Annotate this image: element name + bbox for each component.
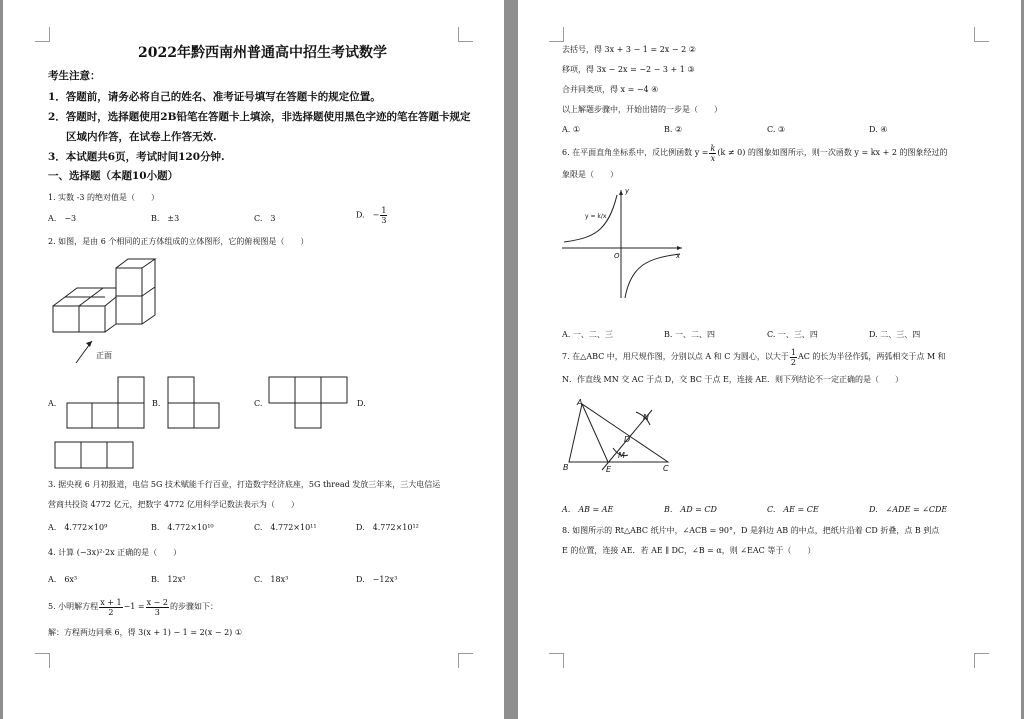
cube-edges [53, 288, 116, 306]
q2-stem: 2. 如图，是由 6 个相同的正方体组成的立体图形，它的俯视图是（ ） [48, 237, 309, 246]
q3-option-b: B. 4.772×10¹⁰ [151, 523, 214, 532]
point-c-label: C [663, 464, 669, 473]
q1-option-b: B. ±3 [151, 214, 180, 223]
page-right [518, 0, 1021, 719]
q3-option-d: D. 4.772×10¹² [356, 523, 419, 532]
q3-stem-line1: 3. 据央视 6 月初报道，电信 5G 技术赋能千行百业，打造数字经济底座，5G thread 发放三年来，三大电信运 [48, 480, 441, 489]
cube-face [79, 306, 105, 332]
q2-view-c [269, 377, 347, 428]
notice-line: 3．本试题共6页，考试时间120分钟. [48, 151, 225, 163]
doc-title: 2022年黔西南州普通高中招生考试数学 [138, 45, 387, 61]
q7-stem-line1: 7. 在△ABC 中，用尺规作图，分别以点 A 和 C 为圆心，以大于 $\frac{1}{2}$ AC 的长为半径作弧，两弧相交于点 M 和 [562, 347, 946, 367]
q1-stem: 1. 实数 -3 的绝对值是（ ） [48, 193, 160, 202]
q7-option-b: B. AD = CD [664, 505, 717, 514]
front-label: 正面 [96, 351, 112, 360]
q5-option-b: B. ② [664, 125, 683, 134]
q2-option-a: A. [48, 399, 57, 408]
q2-option-b: B. [152, 399, 161, 408]
q5-stem: 5. 小明解方程 $\frac{x + 1}{2}$ −1 = $\frac{x - 2}{3}$ 的步骤如下： [48, 597, 219, 617]
q7-option-c: C. AE = CE [767, 505, 819, 514]
section-heading: 一、选择题（本题10小题） [48, 170, 179, 182]
q5-step-3: 移项，得 3x − 2x = −2 − 3 + 1 ③ [562, 65, 695, 74]
q2-view-a [67, 377, 144, 428]
q5-question: 以上解题步骤中，开始出错的一步是（ ） [562, 105, 722, 114]
page-left [3, 0, 504, 719]
cube-edges [116, 259, 155, 324]
cube-face [116, 268, 142, 296]
q4-option-b: B. 12x³ [151, 575, 186, 584]
q2-view-b [168, 377, 219, 428]
q2-option-c: C. [254, 399, 263, 408]
q7-figure [518, 0, 1021, 719]
cube-edges [105, 306, 116, 332]
notice-line: 2．答题时，选择题使用2B铅笔在答题卡上填涂，非选择题使用黑色字迹的笔在答题卡规定 [48, 111, 471, 123]
point-e-label: E [606, 465, 612, 474]
notice-title: 考生注意： [48, 70, 101, 82]
q6-option-b: B. 一、二、四 [664, 330, 715, 339]
y-axis-label: y [625, 187, 630, 195]
q3-option-c: C. 4.772×10¹¹ [254, 523, 317, 532]
q6-stem-line2: 象限是（ ） [562, 170, 618, 179]
q4-option-d: D. −12x³ [356, 575, 398, 584]
q7-stem-line2: N．作直线 MN 交 AC 于点 D，交 BC 于点 E，连接 AE．则下列结论不一定正确的是（ ） [562, 375, 903, 384]
q4-option-a: A. 6x³ [48, 575, 78, 584]
point-n-label: N [643, 413, 649, 422]
q4-stem: 4. 计算 (−3x)²·2x 正确的是（ ） [48, 548, 182, 557]
q5-option-a: A. ① [562, 125, 581, 134]
q4-option-c: C. 18x³ [254, 575, 289, 584]
q1-option-d: D. − $\frac{1}{3}$ [356, 206, 387, 225]
point-a-label: A [577, 398, 583, 407]
q3-option-a: A. 4.772×10⁹ [48, 523, 108, 532]
q5-step-4: 合并同类项，得 x = −4 ④ [562, 85, 659, 94]
q2-view-d [55, 442, 133, 468]
origin-label: O [614, 252, 620, 260]
q5-option-d: D. ④ [869, 125, 888, 134]
point-b-label: B [563, 463, 569, 472]
cube-face [53, 306, 79, 332]
cube-face [116, 296, 142, 324]
q8-stem-line1: 8. 如图所示的 Rt△ABC 纸片中，∠ACB = 90°，D 是斜边 AB 的中点，把纸片沿着 CD 折叠，点 B 到点 [562, 526, 940, 535]
q2-option-d: D. [357, 399, 366, 408]
q5-step-1: 解：方程两边同乘 6，得 3(x + 1) − 1 = 2(x − 2) ① [48, 628, 243, 637]
point-m-label: M [618, 451, 625, 460]
q1-option-c: C. 3 [254, 214, 276, 223]
q5-step-2: 去括号，得 3x + 3 − 1 = 2x − 2 ② [562, 45, 696, 54]
q6-option-c: C. 一、三、四 [767, 330, 818, 339]
q6-option-d: D. 二、三、四 [869, 330, 921, 339]
q8-stem-line2: E 的位置，连接 AE．若 AE ∥ DC，∠B = α，则 ∠EAC 等于（ ） [562, 546, 816, 555]
q7-option-a: A. AB = AE [562, 505, 614, 514]
q6-stem-line1: 6. 在平面直角坐标系中，反比例函数 y = $\frac{k}{x}$ (k ≠ 0) 的图象如图所示，则一次函数 y = kx + 2 的图象经过的 [562, 143, 948, 163]
front-arrow-head [86, 341, 92, 347]
q5-option-c: C. ③ [767, 125, 786, 134]
x-axis-label: x [676, 252, 681, 260]
q1-option-a: A. −3 [48, 214, 77, 223]
notice-line: 1．答题前，请务必将自己的姓名、准考证号填写在答题卡的规定位置。 [48, 91, 381, 103]
curve-label: y = k/x [585, 213, 607, 220]
q3-stem-line2: 营商共投资 4772 亿元，把数字 4772 亿用科学记数法表示为（ ） [48, 500, 299, 509]
q7-option-d: D. ∠ADE = ∠CDE [869, 505, 948, 514]
q6-option-a: A. 一、二、三 [562, 330, 613, 339]
point-d-label: D [624, 435, 631, 444]
notice-line: 区域内作答，在试卷上作答无效. [66, 131, 217, 143]
